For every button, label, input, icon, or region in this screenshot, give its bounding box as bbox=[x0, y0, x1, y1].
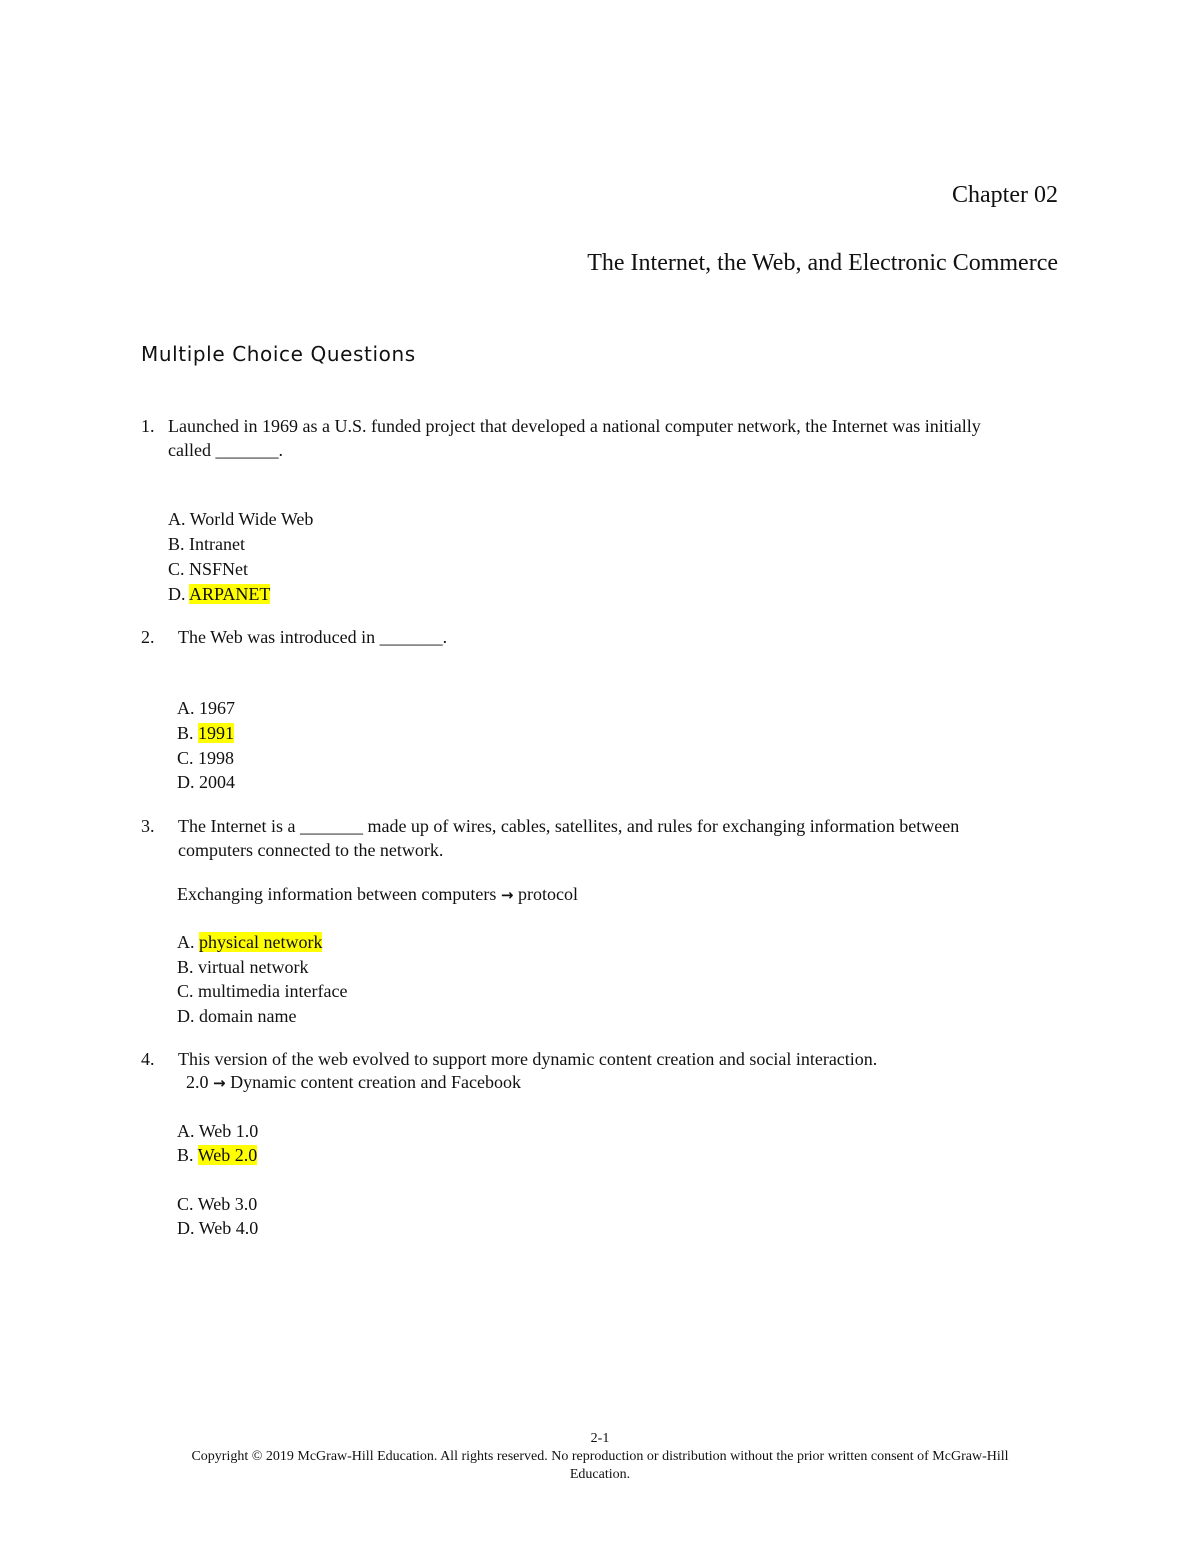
option-letter: B. bbox=[168, 534, 185, 554]
option-letter: A. bbox=[177, 932, 195, 952]
answer-option bbox=[177, 979, 347, 1003]
copyright-notice-continued: Education. bbox=[569, 1467, 631, 1482]
answer-option bbox=[177, 1119, 258, 1143]
answer-option-correct bbox=[177, 1143, 257, 1167]
question-text: This version of the web evolved to support more dynamic content creation and social interaction. bbox=[178, 1049, 878, 1069]
note-text: Dynamic content creation and Facebook bbox=[230, 1072, 521, 1092]
option-letter: C. bbox=[177, 748, 194, 768]
question-text: The Web was introduced in _______. bbox=[178, 627, 448, 647]
arrow-right-icon: → bbox=[213, 1074, 226, 1092]
option-text: Web 4.0 bbox=[198, 1218, 259, 1238]
option-letter: C. bbox=[177, 1194, 194, 1214]
option-letter: D. bbox=[177, 1006, 195, 1026]
option-letter: B. bbox=[177, 1145, 194, 1165]
highlighted-answer: 1991 bbox=[198, 723, 235, 743]
option-text: Intranet bbox=[189, 534, 245, 554]
arrow-right-icon: → bbox=[500, 886, 514, 904]
option-letter: D. bbox=[177, 1218, 195, 1238]
question-number: 4. bbox=[141, 1049, 155, 1069]
option-letter: A. bbox=[168, 509, 186, 529]
option-letter: C. bbox=[168, 559, 185, 579]
study-note bbox=[177, 882, 578, 907]
question-text-continued: computers connected to the network. bbox=[178, 840, 444, 860]
answer-option-correct bbox=[168, 582, 270, 606]
answer-option bbox=[168, 532, 245, 556]
answer-option bbox=[177, 1004, 296, 1028]
option-text: 1998 bbox=[198, 748, 235, 768]
option-text: Web 1.0 bbox=[198, 1121, 259, 1141]
chapter-label: Chapter 02 bbox=[952, 182, 1058, 208]
answer-option-correct bbox=[177, 721, 234, 745]
answer-option bbox=[177, 1192, 257, 1216]
note-text: protocol bbox=[517, 884, 578, 904]
option-text: multimedia interface bbox=[198, 981, 348, 1001]
answer-option bbox=[177, 770, 235, 794]
option-letter: A. bbox=[177, 698, 195, 718]
answer-option bbox=[177, 955, 309, 979]
page-number: 2-1 bbox=[590, 1431, 610, 1446]
option-letter: C. bbox=[177, 981, 194, 1001]
question-text: Launched in 1969 as a U.S. funded project that developed a national computer network, the Internet was initially bbox=[168, 416, 981, 436]
option-letter: A. bbox=[177, 1121, 195, 1141]
section-heading: Multiple Choice Questions bbox=[141, 342, 416, 366]
highlighted-answer: ARPANET bbox=[189, 584, 271, 604]
question-text: The Internet is a _______ made up of wires, cables, satellites, and rules for exchanging information between bbox=[178, 816, 960, 836]
option-text: Web 3.0 bbox=[197, 1194, 258, 1214]
option-text: virtual network bbox=[198, 957, 309, 977]
copyright-notice: Copyright © 2019 McGraw-Hill Education. All rights reserved. No reproduction or distribution without the prior written consent of McGraw-Hill bbox=[191, 1449, 1009, 1464]
question-number: 2. bbox=[141, 627, 155, 647]
document-title: The Internet, the Web, and Electronic Commerce bbox=[587, 250, 1058, 276]
question-number: 3. bbox=[141, 816, 155, 836]
option-text: 1967 bbox=[199, 698, 235, 718]
question-text-continued: called _______. bbox=[168, 440, 283, 460]
answer-option bbox=[177, 746, 234, 770]
option-text: World Wide Web bbox=[189, 509, 314, 529]
answer-option-correct bbox=[177, 930, 322, 954]
highlighted-answer: Web 2.0 bbox=[197, 1145, 258, 1165]
option-letter: D. bbox=[168, 584, 186, 604]
note-text: 2.0 bbox=[186, 1072, 209, 1092]
option-text: domain name bbox=[199, 1006, 297, 1026]
option-letter: B. bbox=[177, 723, 194, 743]
answer-option bbox=[168, 557, 248, 581]
option-letter: D. bbox=[177, 772, 195, 792]
answer-option bbox=[168, 507, 313, 531]
study-note bbox=[186, 1070, 521, 1095]
note-text: Exchanging information between computers bbox=[177, 884, 497, 904]
option-text: NSFNet bbox=[189, 559, 249, 579]
question-number: 1. bbox=[141, 416, 155, 436]
answer-option bbox=[177, 696, 235, 720]
answer-option bbox=[177, 1216, 258, 1240]
highlighted-answer: physical network bbox=[199, 932, 323, 952]
option-text: 2004 bbox=[199, 772, 235, 792]
option-letter: B. bbox=[177, 957, 194, 977]
